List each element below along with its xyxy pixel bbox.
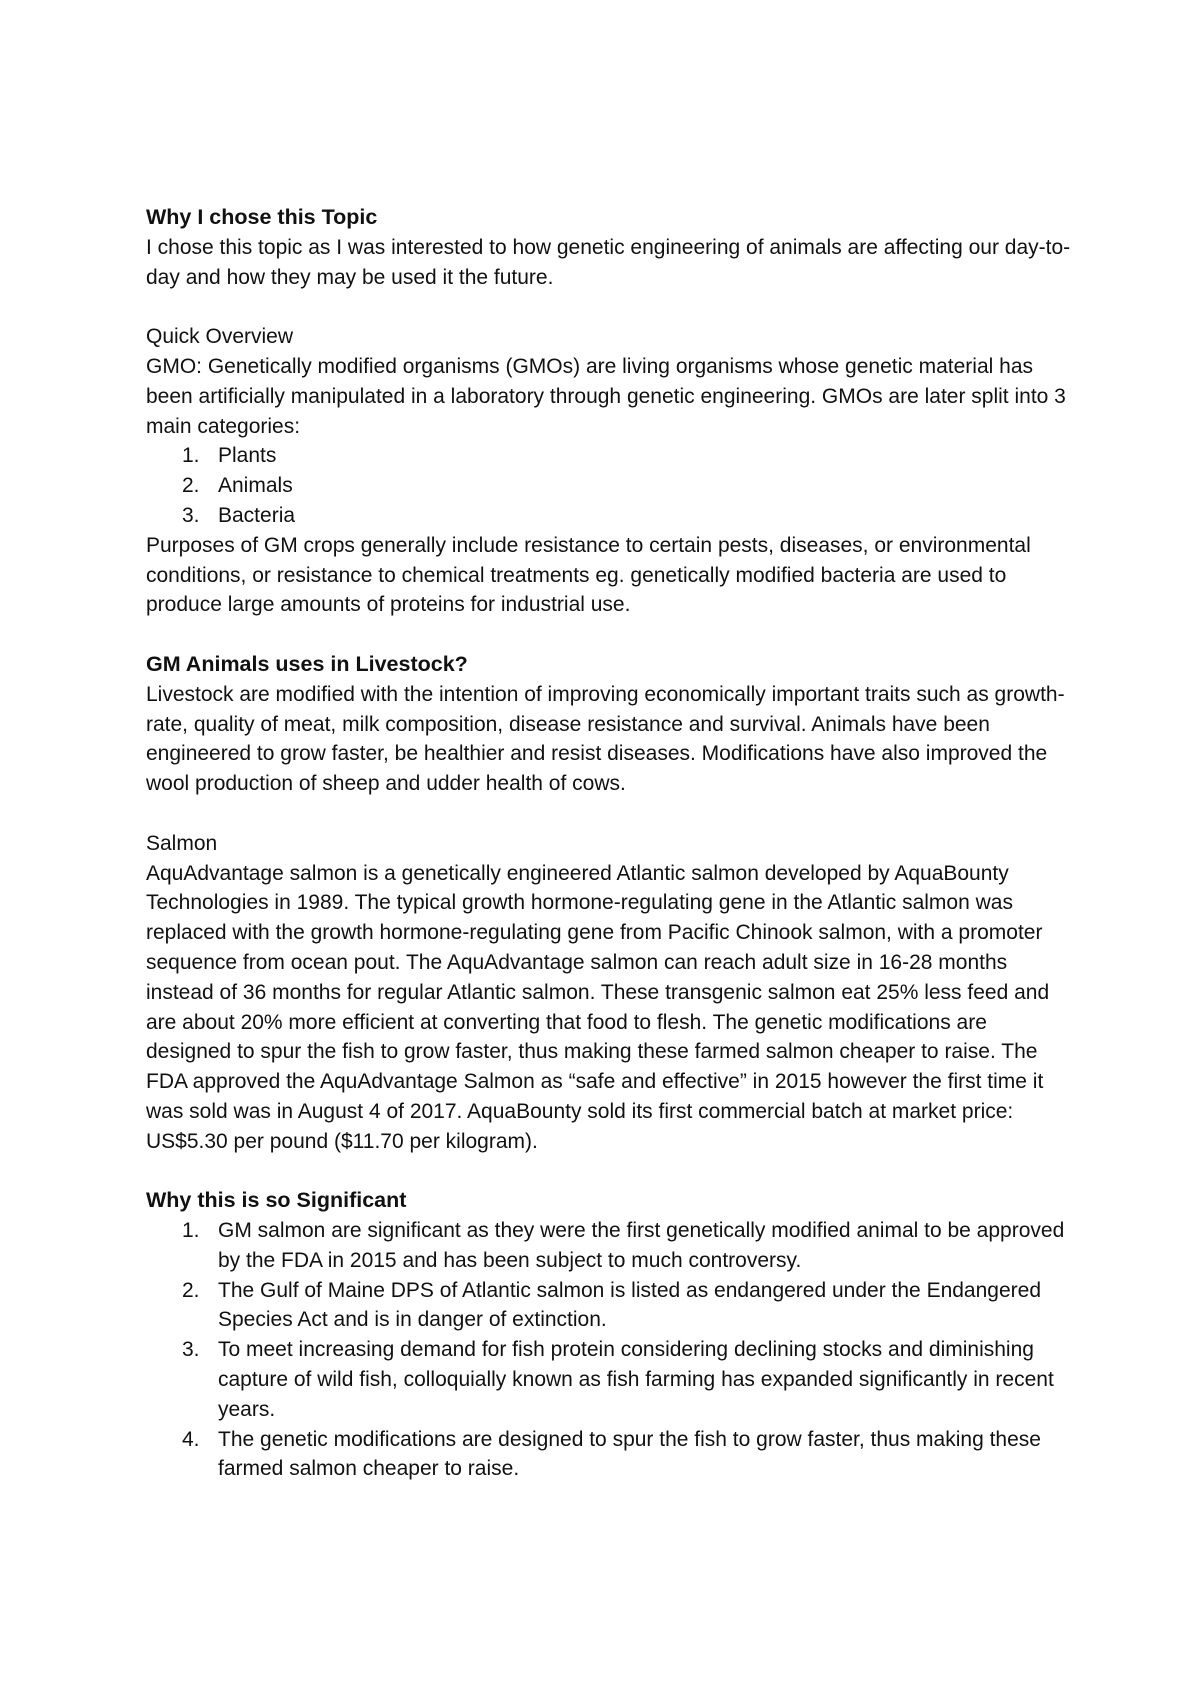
list-item [146, 501, 1076, 531]
significance-list [146, 1216, 1076, 1484]
paragraph-overview: GMO: Genetically modified organisms (GMOs) are living organisms whose genetic material has been artificially manipulated in a laboratory through genetic engineering. GMOs are later split into 3 main categories: [146, 354, 1066, 438]
spacer [146, 1157, 1076, 1187]
list-item [146, 471, 1076, 501]
list-item [146, 1216, 1076, 1276]
list-item [146, 1335, 1076, 1424]
paragraph-salmon: AquAdvantage salmon is a genetically engineered Atlantic salmon developed by AquaBounty Technologies in 1989. The typical growth hormone-regulating gene in the Atlantic salmon was replaced with the growth hormone-regulating gene from Pacific Chinook salmon, with a promoter sequence from ocean pout. The AquAdvantage salmon can reach adult size in 16-28 months instead of 36 months for regular Atlantic salmon. These transgenic salmon eat 25% less feed and are about 20% more efficient at converting that food to flesh. The genetic modifications are designed to spur the fish to grow faster, thus making these farmed salmon cheaper to raise. The FDA approved the AquAdvantage Salmon as “safe and effective” in 2015 however the first time it was sold was in August 4 of 2017. AquaBounty sold its first commercial batch at market price: US$5.30 per pound ($11.70 per kilogram). [146, 861, 1050, 1153]
list-number: 1. [182, 1219, 200, 1243]
list-item-text: Bacteria [218, 503, 296, 527]
list-item-text: To meet increasing demand for fish protein considering declining stocks and diminishing capture of wild fish, colloquially known as fish farming has expanded significantly in recent years. [218, 1338, 1054, 1421]
document-body [146, 203, 1076, 1484]
spacer [146, 620, 1076, 650]
section-heading-livestock: GM Animals uses in Livestock? [146, 651, 468, 676]
spacer [146, 799, 1076, 829]
list-number: 3. [182, 1338, 200, 1362]
section-heading-salmon: Salmon [146, 831, 218, 855]
list-item-text: The Gulf of Maine DPS of Atlantic salmon is listed as endangered under the Endangered Species Act and is in danger of extinction. [218, 1278, 1041, 1332]
list-number: 2. [182, 1278, 200, 1302]
list-item-text: The genetic modifications are designed to spur the fish to grow faster, thus making these farmed salmon cheaper to raise. [218, 1427, 1041, 1481]
list-item-text: Plants [218, 444, 277, 468]
list-number: 4. [182, 1427, 200, 1451]
paragraph-livestock: Livestock are modified with the intention of improving economically important traits such as growth-rate, quality of meat, milk composition, disease resistance and survival. Animals have been engineered to grow faster, be healthier and resist diseases. Modifications have also improved the wool production of sheep and udder health of cows. [146, 682, 1065, 796]
list-item [146, 1276, 1076, 1336]
section-heading-significance: Why this is so Significant [146, 1188, 407, 1213]
list-number: 2. [182, 474, 200, 498]
list-item-text: GM salmon are significant as they were the first genetically modified animal to be approved by the FDA in 2015 and has been subject to much controversy. [218, 1219, 1065, 1272]
section-heading-overview: Quick Overview [146, 325, 294, 349]
section-heading-why-topic: Why I chose this Topic [146, 205, 378, 229]
list-number: 3. [182, 503, 200, 527]
list-item [146, 441, 1076, 471]
paragraph-gm-purposes: Purposes of GM crops generally include resistance to certain pests, diseases, or environmental conditions, or resistance to chemical treatments eg. genetically modified bacteria are used to produce large amounts of proteins for industrial use. [146, 533, 1031, 617]
list-item-text: Animals [218, 474, 293, 498]
list-number: 1. [182, 444, 200, 468]
spacer [146, 292, 1076, 322]
categories-list [146, 441, 1076, 530]
list-item [146, 1425, 1076, 1485]
paragraph-why-topic: I chose this topic as I was interested to how genetic engineering of animals are affecting our day-to-day and how they may be used it the future. [146, 235, 1071, 289]
